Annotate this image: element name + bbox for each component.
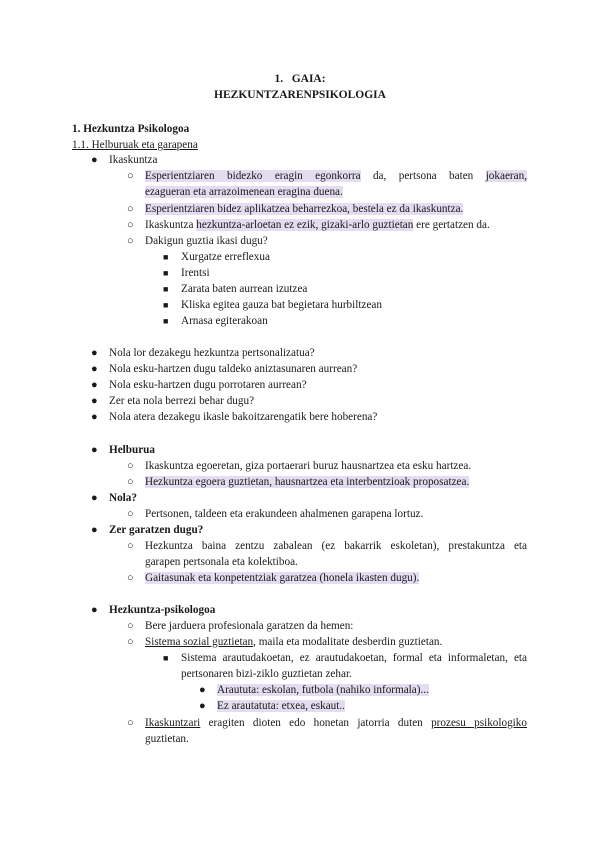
psikologoa-item1: Bere jarduera profesionala garatzen da hemen:: [145, 620, 354, 632]
zer-item2-highlight: Gaitasunak eta konpetentziak garatzea (honela ikasten dugu).: [145, 572, 420, 584]
item3-underlined-2: prozesu psikologiko: [431, 717, 527, 729]
bullet-disc: ●: [91, 524, 98, 536]
bullet-circle: ○: [127, 170, 134, 182]
example-item: Kliska egitea gauza bat begietara hurbiltzean: [181, 299, 382, 311]
bullet-disc: ●: [91, 604, 98, 616]
bullet-square: ■: [163, 316, 169, 326]
zer-item1-line2: garapen pertsonala eta kolektiboa.: [145, 556, 298, 568]
example-item: Xurgatze erreflexua: [181, 251, 270, 263]
def1-highlight: Esperientziaren bidezko eragin egonkorra: [145, 170, 361, 182]
example-item: Zarata baten aurrean izutzea: [181, 283, 308, 295]
bullet-circle: ○: [127, 235, 134, 247]
subsub-highlight: Ez arautatuta: etxea, eskaut..: [217, 700, 345, 712]
bullet-disc: ●: [199, 684, 206, 696]
bullet-square: ■: [163, 252, 169, 262]
def2-highlight: Esperientziaren bidez aplikatzea beharrezkoa, bestela ez da ikaskuntza.: [145, 203, 464, 215]
example-item: Irentsi: [181, 267, 210, 279]
bullet-circle: ○: [127, 717, 134, 729]
psikologoa-item3: [145, 716, 527, 730]
nola-label: Nola?: [109, 492, 137, 504]
helburua-label: Helburua: [109, 444, 156, 456]
question-item: Nola esku-hartzen dugu porrotaren aurrean?: [109, 379, 307, 391]
ikaskuntza-def1: [145, 169, 527, 183]
zer-label: [109, 523, 203, 537]
doc-title-line2: HEZKUNTZARENPSIKOLOGIA: [214, 89, 386, 101]
bullet-circle: ○: [127, 508, 134, 520]
bullet-square: ■: [163, 284, 169, 294]
ikaskuntza-def3: [145, 218, 490, 232]
bullet-disc: ●: [91, 492, 98, 504]
bullet-circle: ○: [127, 636, 134, 648]
def3-text: Ikaskuntza: [145, 219, 197, 231]
psikologoa-item3-line2: guztietan.: [145, 733, 189, 745]
bullet-circle: ○: [127, 572, 134, 584]
title-gaia: GAIA:: [291, 73, 326, 85]
bullet-disc: ●: [91, 379, 98, 391]
bullet-circle: ○: [127, 203, 134, 215]
def1-highlight-2: jokaeran,: [485, 170, 528, 182]
helburua-item: [145, 475, 469, 489]
bullet-circle: ○: [127, 460, 134, 472]
example-item: Arnasa egiterakoan: [181, 315, 268, 327]
psikologoa-label: Hezkuntza-psikologoa: [109, 604, 216, 616]
bullet-square: ■: [163, 653, 169, 663]
ikaskuntza-def4: Dakigun guztia ikasi dugu?: [145, 235, 268, 247]
psikologoa-sub-line2: pertsonaren bizi-ziklo guztietan zehar.: [181, 668, 352, 680]
psikologoa-sub-line1: Sistema arautudakoetan, ez arautudakoetan, formal eta informaletan, eta: [181, 652, 527, 664]
question-item: Zer eta nola berrezi behar dugu?: [109, 395, 255, 407]
ikaskuntza-def2: [145, 202, 463, 216]
section-heading: 1. Hezkuntza Psikologoa: [72, 123, 190, 135]
psikologoa-item2: [145, 635, 442, 649]
helburua-item: Ikaskuntza egoeretan, giza portaerari buruz hausnartzea eta esku hartzea.: [145, 460, 472, 472]
psikologoa-item2-text: , maila eta modalitate desberdin guztietan.: [253, 636, 443, 648]
zer-item1: Hezkuntza baina zentzu zabalean (ez bakarrik eskoletan), prestakuntza eta: [145, 540, 527, 552]
zer-label-text: Zer garatzen dugu?: [109, 524, 204, 536]
subsub-item: [217, 683, 429, 697]
ikaskuntza-label: Ikaskuntza: [109, 154, 158, 166]
subsub-highlight: Araututa: eskolan, futbola (nahiko informala)...: [217, 684, 429, 696]
def1-text: da, pertsona baten: [360, 170, 486, 182]
bullet-circle: ○: [127, 540, 134, 552]
nola-item: Pertsonen, taldeen eta erakundeen ahalmenen garapena lortuz.: [145, 508, 424, 520]
bullet-square: ■: [163, 268, 169, 278]
bullet-disc: ●: [91, 411, 98, 423]
def1-line2-highlight: ezagueran eta arrazoimenean eragina duena.: [145, 186, 343, 198]
bullet-circle: ○: [127, 476, 134, 488]
question-item: Nola esku-hartzen dugu taldeko aniztasunaren aurrean?: [109, 363, 358, 375]
psikologoa-item2-underlined: Sistema sozial guztietan: [145, 636, 254, 648]
title-number: 1.: [274, 73, 284, 85]
ikaskuntza-def1-line2: [145, 185, 343, 199]
bullet-disc: ●: [91, 395, 98, 407]
def3-text-2: ere gertatzen da.: [413, 219, 490, 231]
item3-text: eragiten dioten edo honetan jatorria duten: [200, 717, 432, 729]
zer-item2: [145, 571, 419, 585]
bullet-disc: ●: [199, 700, 206, 712]
bullet-square: ■: [163, 300, 169, 310]
def3-highlight: hezkuntza-arloetan ez ezik, gizaki-arlo guztietan: [196, 219, 414, 231]
bullet-disc: ●: [91, 444, 98, 456]
bullet-circle: ○: [127, 219, 134, 231]
doc-title-line1: [0, 73, 600, 85]
subsection-heading: 1.1. Helburuak eta garapena: [72, 139, 198, 151]
bullet-disc: ●: [91, 347, 98, 359]
item3-underlined: Ikaskuntzari: [145, 717, 201, 729]
helburua-highlight: Hezkuntza egoera guztietan, hausnartzea eta interbentzioak proposatzea.: [145, 476, 470, 488]
bullet-circle: ○: [127, 620, 134, 632]
question-item: Nola lor dezakegu hezkuntza pertsonalizatua?: [109, 347, 315, 359]
subsub-item: [217, 699, 345, 713]
question-item: Nola atera dezakegu ikasle bakoitzarengatik bere hoberena?: [109, 411, 378, 423]
bullet-disc: ●: [91, 363, 98, 375]
bullet-disc: ●: [91, 154, 98, 166]
